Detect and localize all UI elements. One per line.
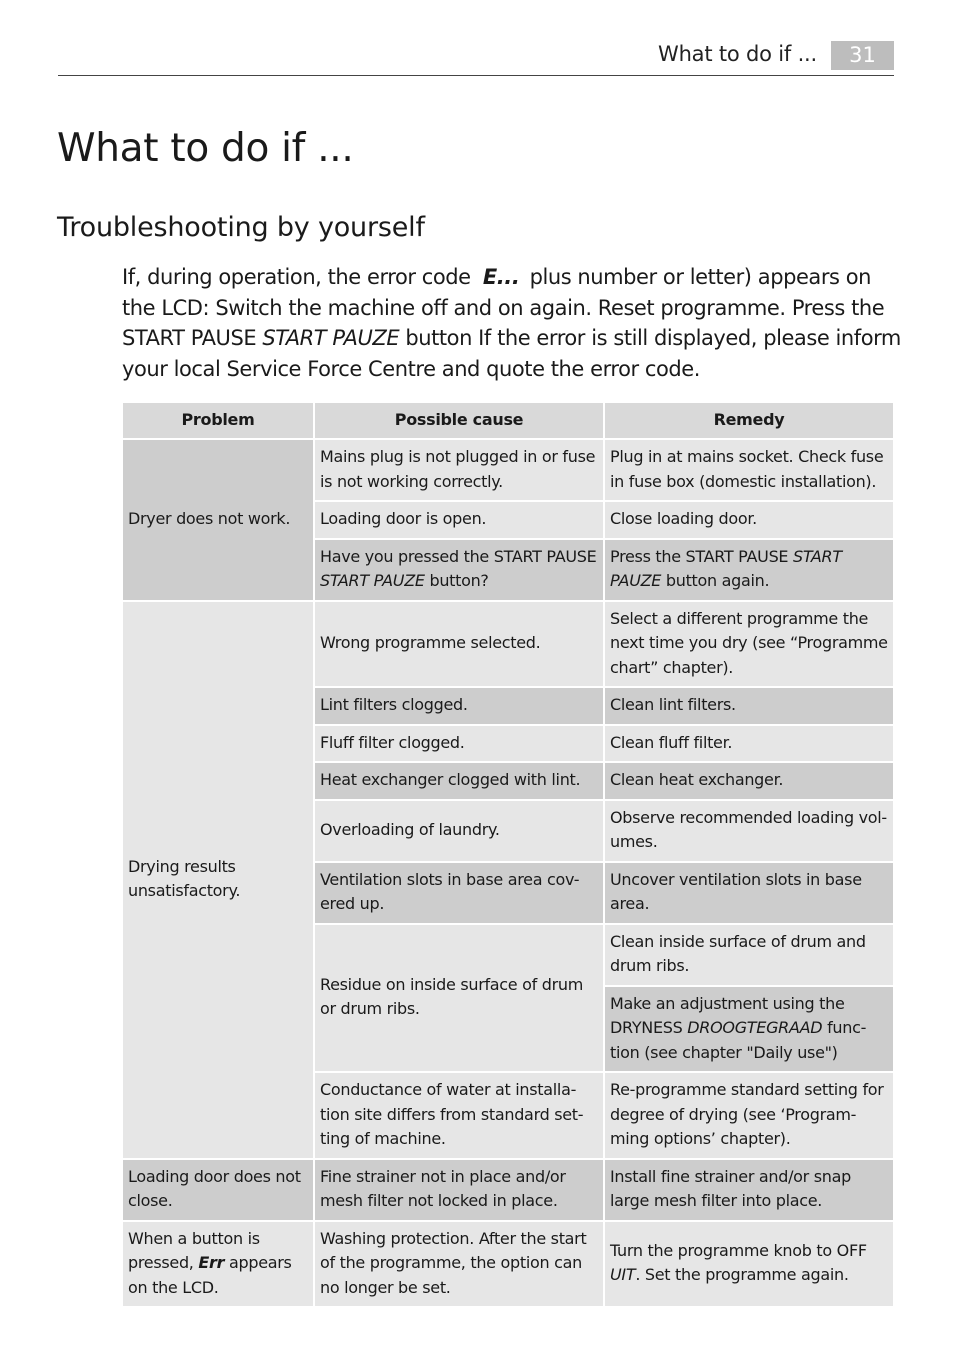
problem-cell: Loading door does not close. [123,1160,313,1220]
cause-cell: Heat exchanger clogged with lint. [315,763,603,799]
table-row [123,602,893,687]
problem-cell: When a button is pressed, Err appears on the LCD. [123,1222,313,1307]
table-header-row [123,403,893,438]
cause-cell: Overloading of laundry. [315,801,603,861]
cause-cell: Ventilation slots in base area cov-ered up. [315,863,603,923]
remedy-cell: Plug in at mains socket. Check fuse in fuse box (domestic installation). [605,440,893,500]
remedy-cell: Re-programme standard setting for degree of drying (see ‘Program-ming options’ chapter). [605,1073,893,1158]
cause-cell: Loading door is open. [315,502,603,538]
cause-cell: Washing protection. After the start of the programme, the option can no longer be set. [315,1222,603,1307]
running-title: What to do if ... [658,42,817,66]
intro-text: button If the error is still displayed, please inform your local Service Force Centre and quote the error code. [122,326,901,381]
table-row [123,1222,893,1307]
cause-cell: Wrong programme selected. [315,602,603,687]
troubleshooting-table [121,401,895,1308]
intro-text: If, during operation, the error code [122,265,471,289]
remedy-cell: Clean lint filters. [605,688,893,724]
page-title: What to do if ... [57,126,354,171]
cause-cell: Residue on inside surface of drum or drum ribs. [315,925,603,1072]
remedy-cell: Select a different programme the next time you dry (see “Programme chart” chapter). [605,602,893,687]
cause-cell: Lint filters clogged. [315,688,603,724]
remedy-cell: Clean inside surface of drum and drum ribs. [605,925,893,985]
cause-cell: Mains plug is not plugged in or fuse is not working correctly. [315,440,603,500]
cause-cell: Have you pressed the START PAUSE START PAUZE button? [315,540,603,600]
header-remedy: Remedy [605,403,893,438]
remedy-cell: Uncover ventilation slots in base area. [605,863,893,923]
remedy-cell: Make an adjustment using the DRYNESS DROOGTEGRAAD func-tion (see chapter "Daily use") [605,987,893,1072]
page-header [58,40,894,76]
remedy-cell: Install fine strainer and/or snap large mesh filter into place. [605,1160,893,1220]
header-possible-cause: Possible cause [315,403,603,438]
page-number: 31 [831,41,894,70]
intro-text: plus number or letter) appears on the LCD: Switch the machine off and on again. Reset programme. Press the START PAUSE [122,265,885,350]
remedy-cell: Clean heat exchanger. [605,763,893,799]
remedy-cell: Close loading door. [605,502,893,538]
error-code: E... [482,265,520,289]
header-rule [58,75,894,76]
table-row [123,440,893,500]
cause-cell: Conductance of water at installa-tion site differs from standard set-ting of machine. [315,1073,603,1158]
remedy-cell: Press the START PAUSE START PAUZE button again. [605,540,893,600]
remedy-cell: Clean fluff filter. [605,726,893,762]
cause-cell: Fluff filter clogged. [315,726,603,762]
intro-italic: START PAUZE [262,326,400,350]
intro-paragraph [122,262,902,384]
problem-cell: Drying results unsatisfactory. [123,602,313,1158]
section-title: Troubleshooting by yourself [57,212,425,243]
table-row [123,1160,893,1220]
problem-cell: Dryer does not work. [123,440,313,600]
header-problem: Problem [123,403,313,438]
remedy-cell: Observe recommended loading vol-umes. [605,801,893,861]
remedy-cell: Turn the programme knob to OFF UIT. Set the programme again. [605,1222,893,1307]
cause-cell: Fine strainer not in place and/or mesh filter not locked in place. [315,1160,603,1220]
